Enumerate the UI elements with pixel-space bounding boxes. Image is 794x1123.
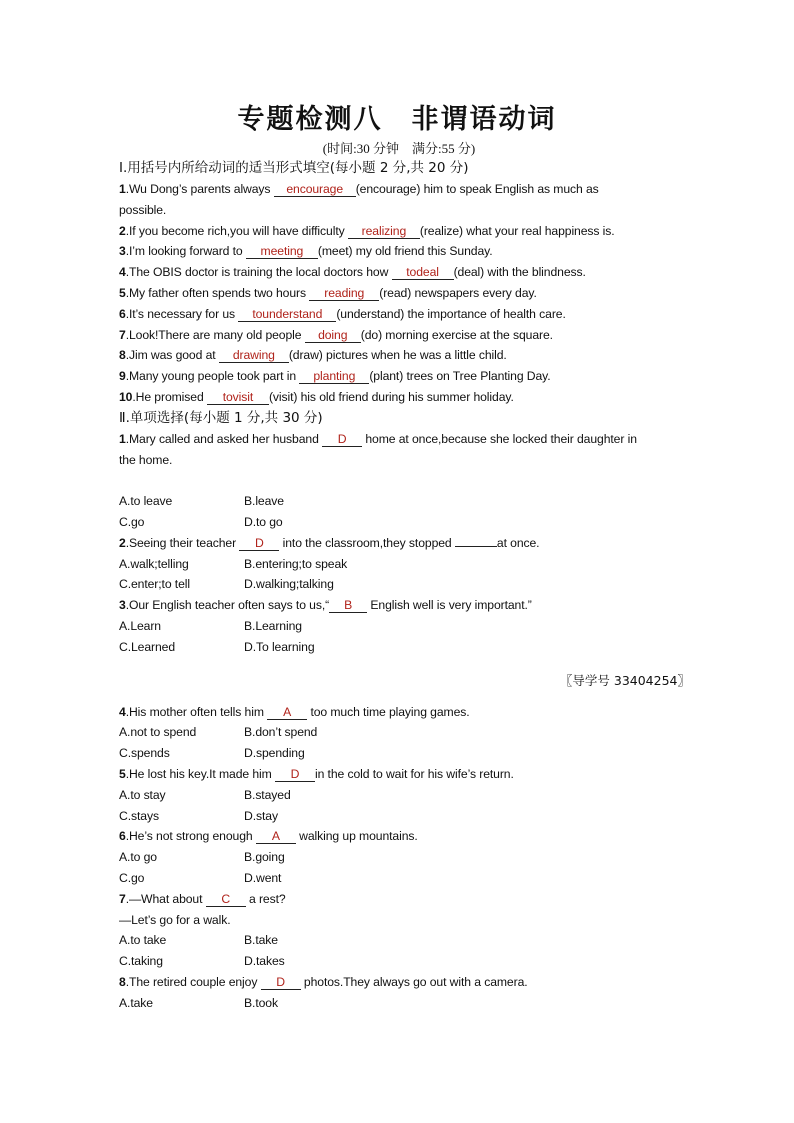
options-row [119,847,679,868]
worksheet-page [119,100,690,1013]
section2-heading: Ⅱ.单项选择(每小题 1 分,共 30 分) [119,409,323,426]
spacer [119,470,679,491]
question-number: 6 [119,306,126,321]
s1-question-10 [119,387,679,408]
answer-blank: C [206,892,246,907]
s1-question-4 [119,262,679,283]
question-text: (deal) with the blindness. [453,265,586,280]
s2-question-4 [119,702,679,723]
question-text: home at once,because she locked their daughter in [362,431,637,446]
option-c[interactable]: C.enter;to tell [119,577,190,592]
page-subtitle: (时间:30 分钟 满分:55 分) [322,141,476,156]
option-a[interactable]: A.to go [119,850,157,865]
question-text: (read) newspapers every day. [379,285,537,300]
answer-blank: planting [299,369,369,384]
s1-question-9 [119,366,679,387]
question-text: (understand) the importance of health care. [336,306,566,321]
question-text: (visit) his old friend during his summer holiday. [268,389,514,404]
question-text: in the cold to wait for his wife’s return. [314,766,514,781]
question-text: (draw) pictures when he was a little child. [288,348,507,363]
option-b[interactable]: B.took [244,995,278,1010]
option-a[interactable]: A.not to spend [119,725,197,740]
question-text: a rest? [245,891,286,906]
question-number: 2 [119,223,126,238]
option-b[interactable]: B.leave [244,494,284,509]
answer-blank: A [256,829,296,844]
s1-question-6 [119,304,679,325]
question-text: .I’m looking forward to [125,244,246,259]
page-title: 专题检测八 非谓语动词 [237,104,557,135]
answer-blank: A [267,705,307,720]
option-c[interactable]: C.go [119,870,145,885]
question-text: .Look!There are many old people [125,327,305,342]
s1-question-1-cont: possible. [119,202,167,217]
answer-blank: realizing [348,224,420,239]
question-text: (meet) my old friend this Sunday. [317,244,493,259]
question-text: .If you become rich,you will have difficulty [125,223,348,238]
question-text: English well is very important.” [367,598,532,613]
option-d[interactable]: D.walking;talking [244,577,334,592]
question-text: photos.They always go out with a camera. [300,974,528,989]
s2-question-1-cont: the home. [119,452,173,467]
s1-question-2 [119,221,679,242]
question-text: .Many young people took part in [125,369,300,384]
options-row [119,868,679,889]
answer-blank: D [275,767,315,782]
s2-question-5 [119,764,679,785]
answer-blank: drawing [219,348,289,363]
option-b[interactable]: B.entering;to speak [244,556,348,571]
option-a[interactable]: A.Learn [119,618,161,633]
question-text: (realize) what your real happiness is. [419,223,615,238]
answer-blank: tovisit [207,390,269,405]
s1-question-3 [119,241,679,262]
s2-question-7-cont: —Let’s go for a walk. [119,912,231,927]
options-row [119,616,679,637]
option-b[interactable]: B.stayed [244,787,291,802]
question-text: .It’s necessary for us [125,306,239,321]
question-number: 7 [119,327,126,342]
answer-blank: D [239,536,279,551]
option-b[interactable]: B.take [244,933,278,948]
question-text: .Mary called and asked her husband [125,431,323,446]
option-c[interactable]: C.go [119,514,145,529]
options-row [119,951,679,972]
question-text: too much time playing games. [307,704,470,719]
question-text: .His mother often tells him [125,704,268,719]
question-number: 4 [119,704,126,719]
options-row [119,785,679,806]
s2-question-3 [119,595,679,616]
options-row [119,722,679,743]
options-row [119,930,679,951]
s1-question-8 [119,345,679,366]
option-a[interactable]: A.to leave [119,494,173,509]
options-row [119,637,679,658]
question-text: .He promised [132,389,207,404]
question-number: 10 [119,389,133,404]
question-text: .He lost his key.It made him [125,766,275,781]
question-number: 5 [119,766,126,781]
empty-blank [455,534,497,547]
question-number: 3 [119,244,126,259]
question-text: .The OBIS doctor is training the local doctors how [125,265,392,280]
s1-question-5 [119,283,679,304]
option-a[interactable]: A.to stay [119,787,166,802]
question-text: walking up mountains. [295,829,418,844]
question-text: (plant) trees on Tree Planting Day. [369,369,551,384]
question-text: .—What about [125,891,206,906]
options-row [119,491,679,512]
option-d[interactable]: D.went [244,870,282,885]
question-text: .The retired couple enjoy [125,974,261,989]
option-d[interactable]: D.takes [244,954,285,969]
spacer [119,692,679,702]
s2-question-2 [119,533,679,554]
question-number: 7 [119,891,126,906]
s2-question-7 [119,889,679,910]
question-text: .He’s not strong enough [125,829,256,844]
options-row [119,743,679,764]
question-text: .Seeing their teacher [125,535,240,550]
s2-question-8 [119,972,679,993]
option-a[interactable]: A.to take [119,933,167,948]
option-c[interactable]: C.Learned [119,639,176,654]
options-row [119,574,679,595]
options-row [119,512,679,533]
options-row [119,806,679,827]
option-a[interactable]: A.walk;telling [119,556,189,571]
question-text: (do) morning exercise at the square. [360,327,553,342]
s1-question-1 [119,179,679,200]
option-d[interactable]: D.spending [244,746,305,761]
option-d[interactable]: D.To learning [244,639,315,654]
answer-blank: todeal [392,265,454,280]
answer-blank: meeting [246,244,318,259]
answer-blank: D [261,975,301,990]
options-row [119,993,679,1014]
option-b[interactable]: B.don’t spend [244,725,318,740]
answer-blank: D [322,432,362,447]
option-d[interactable]: D.stay [244,808,278,823]
answer-blank: doing [305,328,361,343]
section1-heading: Ⅰ.用括号内所给动词的适当形式填空(每小题 2 分,共 20 分) [119,160,469,176]
question-number: 1 [119,431,126,446]
option-d[interactable]: D.to go [244,514,283,529]
question-text: .Our English teacher often says to us,“ [125,598,330,613]
option-c[interactable]: C.spends [119,746,170,761]
question-number: 8 [119,348,126,363]
question-number: 6 [119,829,126,844]
question-number: 9 [119,369,126,384]
question-number: 1 [119,182,126,196]
option-b[interactable]: B.Learning [244,618,302,633]
question-text: (encourage) him to speak English as much as [355,182,599,196]
question-text: .My father often spends two hours [125,285,310,300]
options-row [119,554,679,575]
question-number: 8 [119,974,126,989]
answer-blank: encourage [274,182,356,197]
option-c[interactable]: C.stays [119,808,159,823]
question-text: .Wu Dong’s parents always [125,182,274,196]
question-number: 4 [119,265,126,280]
question-text: into the classroom,they stopped [279,535,455,550]
question-number: 3 [119,598,126,613]
question-text: at once. [496,535,540,550]
reference-number: 〖导学号 33404254〗 [559,672,690,688]
answer-blank: B [329,598,367,613]
option-b[interactable]: B.going [244,850,285,865]
question-text: .Jim was good at [125,348,219,363]
s2-question-6 [119,826,679,847]
s1-question-7 [119,325,679,346]
question-number: 5 [119,285,126,300]
option-c[interactable]: C.taking [119,954,163,969]
s2-question-1 [119,429,679,450]
option-a[interactable]: A.take [119,995,153,1010]
answer-blank: reading [309,286,379,301]
question-number: 2 [119,535,126,550]
answer-blank: tounderstand [238,307,336,322]
